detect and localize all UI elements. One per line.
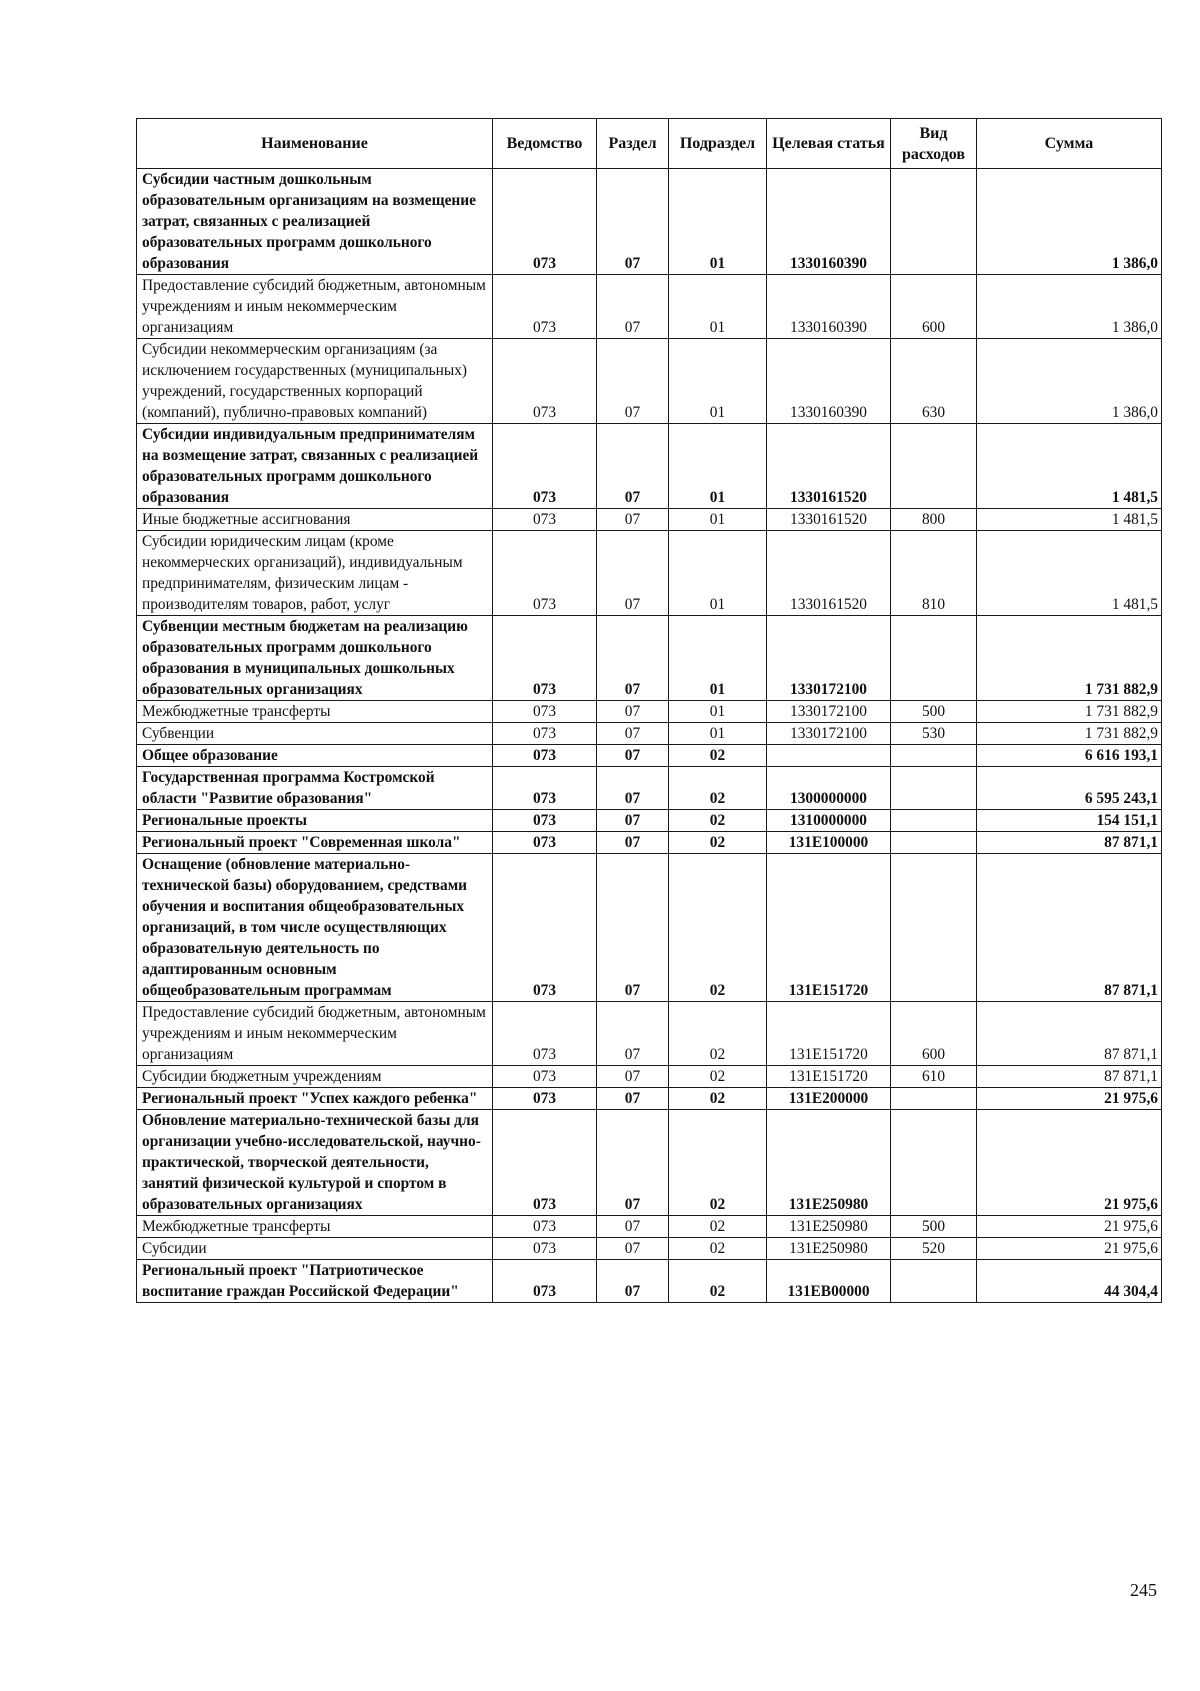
cell-target: 131Е250980 xyxy=(767,1110,891,1216)
table-row xyxy=(137,616,1162,701)
cell-amount: 1 731 882,9 xyxy=(977,701,1162,723)
cell-target: 1330160390 xyxy=(767,275,891,339)
cell-section: 07 xyxy=(597,1260,669,1303)
cell-amount: 87 871,1 xyxy=(977,832,1162,854)
cell-section: 07 xyxy=(597,1238,669,1260)
table-row xyxy=(137,832,1162,854)
cell-dept: 073 xyxy=(493,1066,597,1088)
table-row xyxy=(137,169,1162,275)
cell-dept: 073 xyxy=(493,509,597,531)
cell-name: Субвенции xyxy=(137,723,493,745)
cell-target: 1310000000 xyxy=(767,810,891,832)
cell-dept: 073 xyxy=(493,1110,597,1216)
cell-dept: 073 xyxy=(493,1260,597,1303)
cell-section: 07 xyxy=(597,832,669,854)
cell-target: 1330172100 xyxy=(767,723,891,745)
cell-target: 1330161520 xyxy=(767,531,891,616)
cell-target xyxy=(767,745,891,767)
cell-exp-type: 600 xyxy=(891,275,977,339)
cell-amount: 1 731 882,9 xyxy=(977,616,1162,701)
cell-amount: 87 871,1 xyxy=(977,1002,1162,1066)
cell-dept: 073 xyxy=(493,767,597,810)
cell-name: Субсидии индивидуальным предпринимателям на возмещение затрат, связанных с реализацией образовательных программ дошкольного образования xyxy=(137,424,493,509)
cell-dept: 073 xyxy=(493,1088,597,1110)
cell-exp-type xyxy=(891,616,977,701)
cell-section: 07 xyxy=(597,509,669,531)
table-body xyxy=(137,169,1162,1303)
table-row xyxy=(137,531,1162,616)
cell-target: 131Е100000 xyxy=(767,832,891,854)
cell-amount: 21 975,6 xyxy=(977,1110,1162,1216)
cell-subsection: 02 xyxy=(669,810,767,832)
cell-amount: 154 151,1 xyxy=(977,810,1162,832)
cell-subsection: 01 xyxy=(669,723,767,745)
cell-section: 07 xyxy=(597,169,669,275)
table-row xyxy=(137,1110,1162,1216)
col-header-section: Раздел xyxy=(597,119,669,169)
cell-exp-type xyxy=(891,1110,977,1216)
table-row xyxy=(137,1002,1162,1066)
cell-exp-type: 600 xyxy=(891,1002,977,1066)
cell-name: Региональный проект "Современная школа" xyxy=(137,832,493,854)
cell-amount: 1 481,5 xyxy=(977,509,1162,531)
cell-name: Субсидии юридическим лицам (кроме некоммерческих организаций), индивидуальным предпринимателям, физическим лицам - производителям товаров, работ, услуг xyxy=(137,531,493,616)
table-row xyxy=(137,339,1162,424)
cell-exp-type xyxy=(891,854,977,1002)
cell-subsection: 01 xyxy=(669,275,767,339)
cell-target: 1330172100 xyxy=(767,701,891,723)
cell-subsection: 01 xyxy=(669,616,767,701)
cell-amount: 1 731 882,9 xyxy=(977,723,1162,745)
cell-section: 07 xyxy=(597,424,669,509)
table-row xyxy=(137,1088,1162,1110)
table-row xyxy=(137,1066,1162,1088)
cell-exp-type xyxy=(891,767,977,810)
cell-section: 07 xyxy=(597,1002,669,1066)
cell-target: 131Е250980 xyxy=(767,1238,891,1260)
cell-target: 131Е250980 xyxy=(767,1216,891,1238)
cell-target: 1330161520 xyxy=(767,509,891,531)
cell-subsection: 01 xyxy=(669,509,767,531)
cell-section: 07 xyxy=(597,531,669,616)
cell-dept: 073 xyxy=(493,810,597,832)
cell-dept: 073 xyxy=(493,745,597,767)
cell-name: Иные бюджетные ассигнования xyxy=(137,509,493,531)
cell-subsection: 01 xyxy=(669,531,767,616)
cell-subsection: 02 xyxy=(669,832,767,854)
table-row xyxy=(137,424,1162,509)
cell-section: 07 xyxy=(597,616,669,701)
cell-subsection: 02 xyxy=(669,1238,767,1260)
cell-amount: 1 481,5 xyxy=(977,531,1162,616)
table-row xyxy=(137,723,1162,745)
table-row xyxy=(137,509,1162,531)
cell-exp-type: 500 xyxy=(891,701,977,723)
cell-section: 07 xyxy=(597,1110,669,1216)
cell-dept: 073 xyxy=(493,723,597,745)
cell-target: 131Е151720 xyxy=(767,1002,891,1066)
cell-target: 131Е200000 xyxy=(767,1088,891,1110)
cell-target: 131Е151720 xyxy=(767,854,891,1002)
cell-exp-type: 810 xyxy=(891,531,977,616)
cell-dept: 073 xyxy=(493,1216,597,1238)
cell-subsection: 02 xyxy=(669,1066,767,1088)
cell-target: 1330172100 xyxy=(767,616,891,701)
cell-dept: 073 xyxy=(493,832,597,854)
cell-name: Субсидии частным дошкольным образовательным организациям на возмещение затрат, связанных с реализацией образовательных программ дошкольного образования xyxy=(137,169,493,275)
table-row xyxy=(137,1238,1162,1260)
cell-dept: 073 xyxy=(493,1238,597,1260)
cell-dept: 073 xyxy=(493,169,597,275)
cell-subsection: 02 xyxy=(669,1088,767,1110)
cell-section: 07 xyxy=(597,1216,669,1238)
cell-dept: 073 xyxy=(493,531,597,616)
table-row xyxy=(137,1260,1162,1303)
cell-exp-type xyxy=(891,1088,977,1110)
cell-subsection: 02 xyxy=(669,767,767,810)
col-header-exp-type: Вид расходов xyxy=(891,119,977,169)
cell-amount: 21 975,6 xyxy=(977,1216,1162,1238)
cell-section: 07 xyxy=(597,701,669,723)
cell-subsection: 01 xyxy=(669,701,767,723)
table-row xyxy=(137,767,1162,810)
cell-exp-type: 630 xyxy=(891,339,977,424)
cell-exp-type xyxy=(891,169,977,275)
cell-name: Предоставление субсидий бюджетным, автономным учреждениям и иным некоммерческим организациям xyxy=(137,1002,493,1066)
budget-table xyxy=(136,118,1162,1303)
cell-section: 07 xyxy=(597,275,669,339)
cell-amount: 21 975,6 xyxy=(977,1088,1162,1110)
cell-section: 07 xyxy=(597,1066,669,1088)
cell-target: 131ЕВ00000 xyxy=(767,1260,891,1303)
cell-dept: 073 xyxy=(493,854,597,1002)
cell-subsection: 02 xyxy=(669,745,767,767)
cell-amount: 6 616 193,1 xyxy=(977,745,1162,767)
table-header-row xyxy=(137,119,1162,169)
cell-amount: 6 595 243,1 xyxy=(977,767,1162,810)
cell-exp-type xyxy=(891,1260,977,1303)
table-row xyxy=(137,810,1162,832)
cell-exp-type: 530 xyxy=(891,723,977,745)
cell-section: 07 xyxy=(597,1088,669,1110)
cell-target: 131Е151720 xyxy=(767,1066,891,1088)
cell-section: 07 xyxy=(597,854,669,1002)
cell-dept: 073 xyxy=(493,616,597,701)
cell-name: Субсидии некоммерческим организациям (за исключением государственных (муниципальных) учреждений, государственных корпораций (компаний), публично-правовых компаний) xyxy=(137,339,493,424)
cell-target: 1330160390 xyxy=(767,339,891,424)
cell-name: Межбюджетные трансферты xyxy=(137,701,493,723)
cell-subsection: 02 xyxy=(669,854,767,1002)
cell-exp-type xyxy=(891,424,977,509)
cell-name: Региональные проекты xyxy=(137,810,493,832)
table-row xyxy=(137,275,1162,339)
cell-exp-type: 500 xyxy=(891,1216,977,1238)
col-header-target: Целевая статья xyxy=(767,119,891,169)
cell-name: Региональный проект "Успех каждого ребенка" xyxy=(137,1088,493,1110)
col-header-subsection: Подраздел xyxy=(669,119,767,169)
cell-target: 1330160390 xyxy=(767,169,891,275)
cell-section: 07 xyxy=(597,767,669,810)
cell-dept: 073 xyxy=(493,701,597,723)
cell-amount: 1 386,0 xyxy=(977,275,1162,339)
page-number: 245 xyxy=(1130,1580,1157,1600)
cell-name: Общее образование xyxy=(137,745,493,767)
cell-dept: 073 xyxy=(493,424,597,509)
cell-subsection: 01 xyxy=(669,169,767,275)
cell-section: 07 xyxy=(597,810,669,832)
cell-exp-type xyxy=(891,810,977,832)
cell-name: Субсидии бюджетным учреждениям xyxy=(137,1066,493,1088)
cell-exp-type: 800 xyxy=(891,509,977,531)
cell-amount: 21 975,6 xyxy=(977,1238,1162,1260)
cell-name: Государственная программа Костромской области "Развитие образования" xyxy=(137,767,493,810)
cell-section: 07 xyxy=(597,339,669,424)
cell-amount: 44 304,4 xyxy=(977,1260,1162,1303)
cell-subsection: 01 xyxy=(669,339,767,424)
cell-subsection: 02 xyxy=(669,1002,767,1066)
cell-subsection: 01 xyxy=(669,424,767,509)
cell-exp-type: 610 xyxy=(891,1066,977,1088)
cell-target: 1300000000 xyxy=(767,767,891,810)
cell-amount: 1 481,5 xyxy=(977,424,1162,509)
cell-name: Субсидии xyxy=(137,1238,493,1260)
cell-name: Обновление материально-технической базы для организации учебно-исследовательской, научно-практической, творческой деятельности, занятий физической культурой и спортом в образовательных организациях xyxy=(137,1110,493,1216)
col-header-dept: Ведомство xyxy=(493,119,597,169)
cell-section: 07 xyxy=(597,723,669,745)
cell-dept: 073 xyxy=(493,339,597,424)
table-row xyxy=(137,854,1162,1002)
cell-exp-type xyxy=(891,745,977,767)
cell-name: Оснащение (обновление материально-технической базы) оборудованием, средствами обучения и воспитания общеобразовательных организаций, в том числе осуществляющих образовательную деятельность по адаптированным основным общеобразовательным программам xyxy=(137,854,493,1002)
cell-dept: 073 xyxy=(493,275,597,339)
cell-name: Региональный проект "Патриотическое воспитание граждан Российской Федерации" xyxy=(137,1260,493,1303)
cell-amount: 1 386,0 xyxy=(977,339,1162,424)
col-header-name: Наименование xyxy=(137,119,493,169)
cell-name: Субвенции местным бюджетам на реализацию образовательных программ дошкольного образования в муниципальных дошкольных образовательных организациях xyxy=(137,616,493,701)
cell-target: 1330161520 xyxy=(767,424,891,509)
cell-section: 07 xyxy=(597,745,669,767)
cell-name: Межбюджетные трансферты xyxy=(137,1216,493,1238)
table-row xyxy=(137,745,1162,767)
cell-exp-type xyxy=(891,832,977,854)
cell-subsection: 02 xyxy=(669,1260,767,1303)
cell-subsection: 02 xyxy=(669,1216,767,1238)
table-row xyxy=(137,1216,1162,1238)
cell-subsection: 02 xyxy=(669,1110,767,1216)
col-header-amount: Сумма xyxy=(977,119,1162,169)
cell-amount: 87 871,1 xyxy=(977,1066,1162,1088)
cell-exp-type: 520 xyxy=(891,1238,977,1260)
cell-amount: 1 386,0 xyxy=(977,169,1162,275)
table-row xyxy=(137,701,1162,723)
cell-name: Предоставление субсидий бюджетным, автономным учреждениям и иным некоммерческим организациям xyxy=(137,275,493,339)
cell-amount: 87 871,1 xyxy=(977,854,1162,1002)
cell-dept: 073 xyxy=(493,1002,597,1066)
